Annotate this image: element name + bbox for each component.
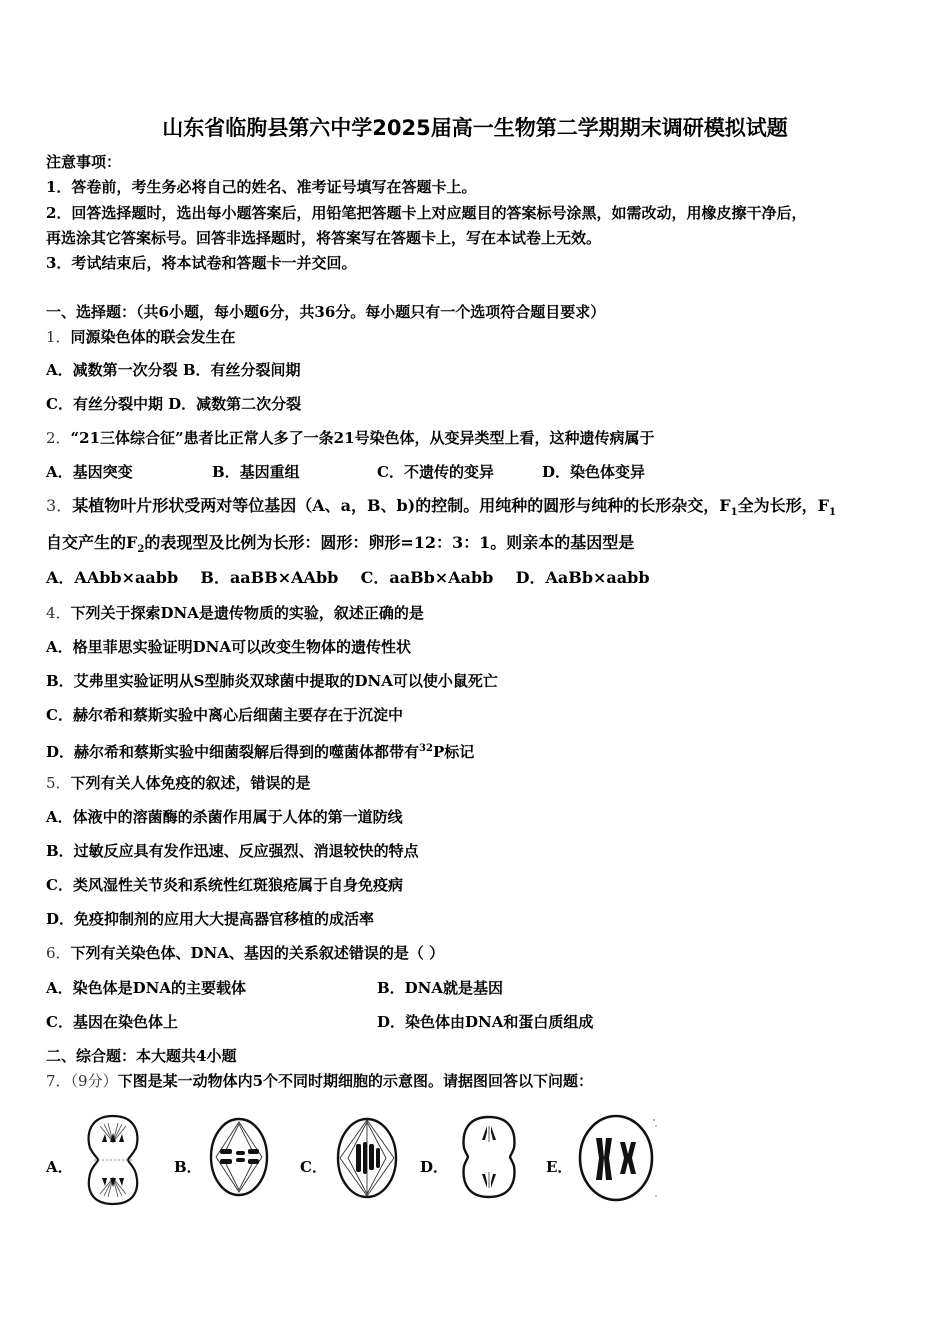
q5-option-c: C．类风湿性关节炎和系统性红斑狼疮属于自身免疫病	[46, 876, 403, 894]
cell-diagram-e	[576, 1112, 660, 1204]
q5-option-a: A．体液中的溶菌酶的杀菌作用属于人体的第一道防线	[46, 808, 403, 826]
option-c: C．不遗传的变异	[377, 463, 494, 481]
cell-diagram-d	[458, 1114, 520, 1200]
q5-option-d: D．免疫抑制剂的应用大大提高器官移植的成活率	[46, 910, 375, 928]
q4-option-d: D．赫尔希和蔡斯实验中细菌裂解后得到的噬菌体都带有$^{32}$P标记	[46, 743, 475, 761]
notice-item-1: 1．答卷前，考生务必将自己的姓名、准考证号填写在答题卡上。	[46, 178, 477, 196]
question-number: 5．	[46, 774, 71, 792]
question-4	[46, 603, 424, 623]
question-number: 6．	[46, 944, 71, 962]
cell-diagram-a	[80, 1112, 146, 1208]
question-number: 7．	[46, 1072, 71, 1090]
option-c: C．基因在染色体上	[46, 1013, 178, 1031]
question-3: 3．某植物叶片形状受两对等位基因（A、a，B、b)的控制。用纯种的圆形与纯种的长形杂交，$F_1$全为长形，$F_1$	[46, 496, 836, 519]
option-b: B．DNA就是基因	[377, 979, 504, 997]
question-1	[46, 327, 236, 347]
q4-option-b: B．艾弗里实验证明从S型肺炎双球菌中提取的DNA可以使小鼠死亡	[46, 672, 498, 690]
q1-options-row2: C．有丝分裂中期 D．减数第二次分裂	[46, 395, 302, 413]
question-stem: 某植物叶片形状受两对等位基因（A、a，B、b)的控制。用纯种的圆形与纯种的长形杂交，F	[72, 496, 731, 515]
option-a: A．基因突变	[46, 463, 133, 481]
question-number: 2．	[46, 429, 71, 447]
question-score: （9分）	[70, 1072, 118, 1090]
q1-options-row1: A．减数第一次分裂 B．有丝分裂间期	[46, 361, 301, 379]
q6-options-row2	[46, 1012, 593, 1032]
option-b: B．基因重组	[212, 463, 300, 481]
section1-heading: 一、选择题：（共6小题，每小题6分，共36分。每小题只有一个选项符合题目要求）	[46, 303, 606, 321]
option-d: D．染色体变异	[542, 463, 646, 481]
section2-heading: 二、综合题：本大题共4小题	[46, 1047, 237, 1065]
notice-item-3: 3．考试结束后，将本试卷和答题卡一并交回。	[46, 254, 357, 272]
figure-label-e: E．	[546, 1158, 573, 1176]
q3-options: A．AAbb×aabb B．aaBB×AAbb C．aaBb×Aabb D．AaBb×aabb	[46, 568, 650, 587]
exam-title: 山东省临朐县第六中学2025届高一生物第二学期期末调研模拟试题	[162, 116, 788, 140]
question-6	[46, 943, 444, 963]
figure-label-b: B．	[174, 1158, 202, 1176]
question-stem: 下图是某一动物体内5个不同时期细胞的示意图。请据图回答以下问题：	[117, 1072, 594, 1090]
q6-options-row1	[46, 978, 503, 998]
question-2	[46, 428, 655, 448]
question-stem: 下列有关人体免疫的叙述，错误的是	[70, 774, 311, 792]
q4-option-c: C．赫尔希和蔡斯实验中离心后细菌主要存在于沉淀中	[46, 706, 403, 724]
option-a: A．染色体是DNA的主要载体	[46, 979, 246, 997]
cell-diagram-b	[206, 1116, 272, 1198]
question-5	[46, 773, 311, 793]
figure-label-c: C．	[300, 1158, 327, 1176]
notice-item-2-cont: 再选涂其它答案标号。回答非选择题时，将答案写在答题卡上，写在本试卷上无效。	[46, 229, 602, 247]
figure-label-d: D．	[420, 1158, 449, 1176]
question-stem: “21三体综合征”患者比正常人多了一条21号染色体，从变异类型上看，这种遗传病属于	[70, 429, 655, 447]
figure-label-a: A．	[46, 1158, 73, 1176]
question-stem: 下列有关染色体、DNA、基因的关系叙述错误的是（ ）	[70, 944, 445, 962]
question-stem: 下列关于探索DNA是遗传物质的实验，叙述正确的是	[70, 604, 424, 622]
q4-option-a: A．格里菲思实验证明DNA可以改变生物体的遗传性状	[46, 638, 411, 656]
question-7	[46, 1071, 593, 1091]
question-number: 4．	[46, 604, 71, 622]
notice-heading: 注意事项：	[46, 153, 122, 171]
question-number: 1．	[46, 328, 71, 346]
option-d: D．染色体由DNA和蛋白质组成	[377, 1013, 594, 1031]
q2-options	[46, 462, 645, 482]
question-3-cont: 自交产生的$F_2$的表现型及比例为长形：圆形：卵形=12：3：1。则亲本的基因型是	[46, 533, 635, 556]
q5-option-b: B．过敏反应具有发作迅速、反应强烈、消退较快的特点	[46, 842, 419, 860]
question-number: 3．	[46, 496, 73, 515]
cell-diagram-c	[334, 1116, 400, 1200]
notice-item-2: 2．回答选择题时，选出每小题答案后，用铅笔把答题卡上对应题目的答案标号涂黑，如需改动，用橡皮擦干净后，	[46, 204, 807, 222]
question-stem: 同源染色体的联会发生在	[70, 328, 236, 346]
